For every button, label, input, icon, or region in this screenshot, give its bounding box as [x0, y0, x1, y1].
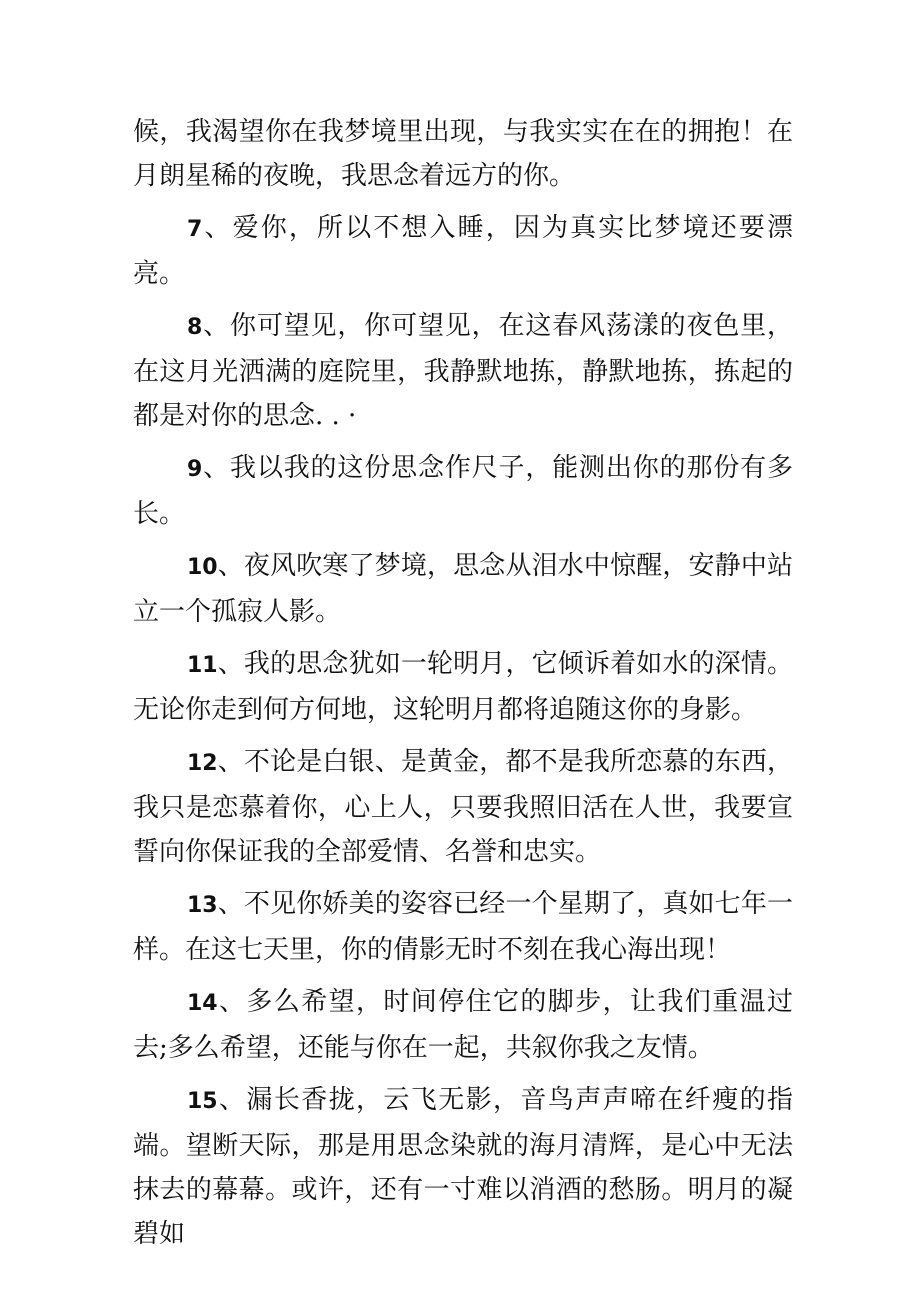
paragraph-number: 15: [187, 1089, 218, 1114]
paragraph-14: [133, 980, 793, 1070]
paragraph-text: 、爱你，所以不想入睡，因为真实比梦境还要漂亮。: [133, 213, 793, 289]
paragraph-text: 、我以我的这份思念作尺子，能测出你的那份有多长。: [133, 453, 793, 529]
paragraph-text: 、你可望见，你可望见，在这春风荡漾的夜色里，在这月光洒满的庭院里，我静默地拣，静默地拣，拣起的都是对你的思念. . ·: [133, 311, 793, 431]
paragraph-number: 7: [187, 217, 203, 242]
paragraph-12: [133, 740, 793, 874]
paragraph-number: 13: [187, 893, 218, 918]
paragraph-7: [133, 206, 793, 296]
document-body: [133, 110, 793, 1264]
paragraph-11: [133, 642, 793, 732]
paragraph-8: [133, 304, 793, 438]
paragraph-number: 12: [187, 751, 218, 776]
paragraph-number: 11: [187, 653, 218, 678]
paragraph-15: [133, 1078, 793, 1256]
paragraph-text: 、我的思念犹如一轮明月，它倾诉着如水的深情。无论你走到何方何地，这轮明月都将追随这你的身影。: [133, 649, 793, 725]
paragraph-text: 候，我渴望你在我梦境里出现，与我实实在在的拥抱！在月朗星稀的夜晚，我思念着远方的你。: [133, 117, 793, 191]
paragraph-text: 、多么希望，时间停住它的脚步，让我们重温过去;多么希望，还能与你在一起，共叙你我之友情。: [133, 987, 793, 1063]
paragraph-number: 14: [187, 991, 218, 1016]
paragraph-continued: [133, 110, 793, 198]
paragraph-number: 9: [187, 457, 203, 482]
paragraph-number: 10: [187, 555, 218, 580]
paragraph-text: 、不论是白银、是黄金，都不是我所恋慕的东西，我只是恋慕着你，心上人，只要我照旧活在人世，我要宣誓向你保证我的全部爱情、名誉和忠实。: [133, 747, 793, 867]
paragraph-9: [133, 446, 793, 536]
paragraph-text: 、不见你娇美的姿容已经一个星期了，真如七年一样。在这七天里，你的倩影无时不刻在我心海出现！: [133, 889, 793, 965]
paragraph-text: 、漏长香拢，云飞无影，音鸟声声啼在纤瘦的指端。望断天际，那是用思念染就的海月清辉，是心中无法抹去的幕幕。或许，还有一寸难以消酒的愁肠。明月的凝碧如: [133, 1085, 793, 1249]
paragraph-text: 、夜风吹寒了梦境，思念从泪水中惊醒，安静中站立一个孤寂人影。: [133, 551, 793, 627]
paragraph-13: [133, 882, 793, 972]
paragraph-10: [133, 544, 793, 634]
paragraph-number: 8: [187, 315, 203, 340]
